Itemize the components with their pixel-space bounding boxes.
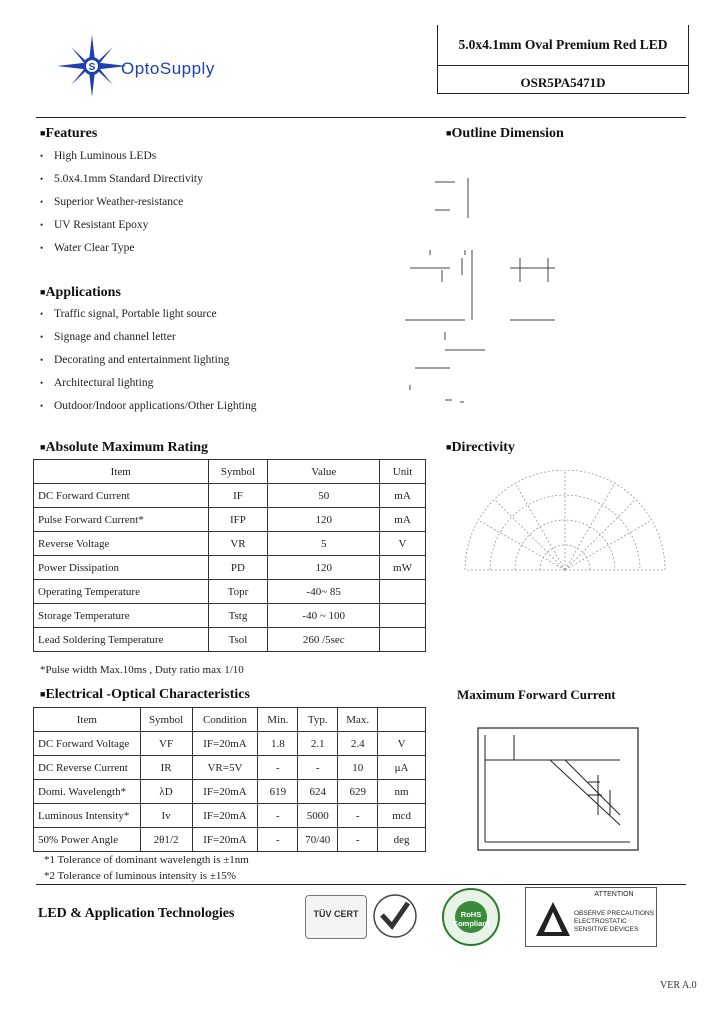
esd-attention-badge	[525, 887, 657, 947]
cell-item: Domi. Wavelength*	[34, 780, 141, 804]
table-row	[34, 628, 426, 652]
cell-typ: 5000	[298, 804, 338, 828]
cell-symbol: Iv	[140, 804, 192, 828]
mfc-heading: Maximum Forward Current	[457, 687, 616, 702]
cell-symbol: Tstg	[208, 604, 268, 628]
rohs-text: RoHS Compliant	[452, 910, 490, 928]
cell-condition: IF=20mA	[192, 804, 258, 828]
cell-typ: -	[298, 756, 338, 780]
amr-heading: ■Absolute Maximum Rating	[40, 440, 208, 455]
attention-line: ELECTROSTATIC	[574, 918, 627, 925]
cell-value: 120	[268, 508, 380, 532]
cell-max: 2.4	[338, 732, 378, 756]
mfc-chart	[470, 720, 645, 855]
cell-symbol: Topr	[208, 580, 268, 604]
cell-min: -	[258, 756, 298, 780]
eoc-note-1: *1 Tolerance of dominant wavelength is ±1nm	[44, 854, 249, 866]
directivity-chart	[455, 470, 675, 580]
cell-max: -	[338, 828, 378, 852]
cell-item: Lead Soldering Temperature	[34, 628, 209, 652]
tuv-cert-badge	[305, 895, 367, 939]
cell-unit: μA	[378, 756, 426, 780]
column-header: Symbol	[208, 460, 268, 484]
eoc-table	[33, 707, 426, 852]
cell-typ: 70/40	[298, 828, 338, 852]
cell-symbol: IF	[208, 484, 268, 508]
logo	[55, 35, 285, 95]
cell-item: DC Forward Voltage	[34, 732, 141, 756]
cell-min: 619	[258, 780, 298, 804]
table-row	[34, 532, 426, 556]
svg-text:S: S	[88, 62, 96, 73]
list-item: • Outdoor/Indoor applications/Other Lighting	[40, 400, 257, 412]
title-divider	[438, 65, 688, 66]
cell-max: 629	[338, 780, 378, 804]
company-name: LED & Application Technologies	[38, 906, 235, 921]
cell-min: -	[258, 804, 298, 828]
cell-symbol: VR	[208, 532, 268, 556]
cell-condition: VR=5V	[192, 756, 258, 780]
cell-condition: IF=20mA	[192, 828, 258, 852]
cell-typ: 2.1	[298, 732, 338, 756]
list-item: • High Luminous LEDs	[40, 150, 157, 162]
table-header-row	[34, 708, 426, 732]
column-header: Max.	[338, 708, 378, 732]
cell-item: 50% Power Angle	[34, 828, 141, 852]
list-item: • Architectural lighting	[40, 377, 154, 389]
cell-symbol: Tsol	[208, 628, 268, 652]
product-title: 5.0x4.1mm Oval Premium Red LED	[458, 37, 668, 52]
column-header: Item	[34, 708, 141, 732]
outline-drawing	[400, 170, 570, 410]
eoc-heading: ■Electrical -Optical Characteristics	[40, 687, 250, 702]
list-item: • Decorating and entertainment lighting	[40, 354, 230, 366]
column-header: Condition	[192, 708, 258, 732]
cell-item: Storage Temperature	[34, 604, 209, 628]
tuv-cert-text: TÜV CERT	[313, 909, 359, 919]
attention-line: SENSITIVE DEVICES	[574, 926, 639, 933]
cell-unit: nm	[378, 780, 426, 804]
cell-item: Luminous Intensity*	[34, 804, 141, 828]
cell-unit: mcd	[378, 804, 426, 828]
table-row	[34, 604, 426, 628]
cell-condition: IF=20mA	[192, 780, 258, 804]
table-row	[34, 580, 426, 604]
cell-value: 50	[268, 484, 380, 508]
attention-title: ATTENTION	[594, 891, 634, 898]
checkmark-icon	[370, 893, 420, 939]
cell-unit: V	[378, 732, 426, 756]
cell-value: 120	[268, 556, 380, 580]
cell-unit	[380, 580, 426, 604]
directivity-heading: ■Directivity	[446, 440, 515, 455]
outline-heading: ■Outline Dimension	[446, 126, 564, 141]
column-header: Value	[268, 460, 380, 484]
header-rule	[36, 117, 686, 118]
cell-item: Pulse Forward Current*	[34, 508, 209, 532]
cell-max: -	[338, 804, 378, 828]
rohs-badge	[435, 887, 507, 947]
list-item: • Traffic signal, Portable light source	[40, 308, 217, 320]
logo-star-icon	[57, 35, 127, 97]
list-item: • Signage and channel letter	[40, 331, 176, 343]
list-item: • UV Resistant Epoxy	[40, 219, 149, 231]
checkmark-badge	[370, 893, 420, 939]
cell-min: -	[258, 828, 298, 852]
cell-symbol: 2θ1/2	[140, 828, 192, 852]
cell-unit: V	[380, 532, 426, 556]
amr-note: *Pulse width Max.10ms , Duty ratio max 1/10	[40, 664, 244, 676]
cell-unit: mW	[380, 556, 426, 580]
column-header: Unit	[380, 460, 426, 484]
column-header: Typ.	[298, 708, 338, 732]
applications-heading: ■Applications	[40, 285, 121, 300]
cell-value: 5	[268, 532, 380, 556]
cell-unit	[380, 604, 426, 628]
cell-item: Reverse Voltage	[34, 532, 209, 556]
table-row	[34, 508, 426, 532]
cell-symbol: VF	[140, 732, 192, 756]
features-heading: ■Features	[40, 126, 98, 141]
cell-value: -40 ~ 100	[268, 604, 380, 628]
cell-symbol: IR	[140, 756, 192, 780]
attention-line: OBSERVE PRECAUTIONS	[574, 910, 655, 917]
cell-unit: deg	[378, 828, 426, 852]
column-header: Symbol	[140, 708, 192, 732]
table-row	[34, 756, 426, 780]
esd-warning-icon	[534, 900, 572, 940]
list-item: • Water Clear Type	[40, 242, 135, 254]
table-row	[34, 780, 426, 804]
cell-item: Power Dissipation	[34, 556, 209, 580]
table-row	[34, 556, 426, 580]
cell-condition: IF=20mA	[192, 732, 258, 756]
cell-item: DC Reverse Current	[34, 756, 141, 780]
part-number: OSR5PA5471D	[520, 75, 606, 90]
cell-value: 260 /5sec	[268, 628, 380, 652]
title-box	[437, 25, 689, 94]
cell-unit	[380, 628, 426, 652]
cell-max: 10	[338, 756, 378, 780]
table-row	[34, 484, 426, 508]
cell-symbol: IFP	[208, 508, 268, 532]
cell-unit: mA	[380, 508, 426, 532]
column-header	[378, 708, 426, 732]
cell-typ: 624	[298, 780, 338, 804]
table-header-row	[34, 460, 426, 484]
list-item: • Superior Weather-resistance	[40, 196, 184, 208]
cell-value: -40~ 85	[268, 580, 380, 604]
footer-rule	[36, 884, 686, 885]
version-label: VER A.0	[660, 980, 697, 991]
cell-item: DC Forward Current	[34, 484, 209, 508]
cell-symbol: PD	[208, 556, 268, 580]
cell-symbol: λD	[140, 780, 192, 804]
amr-table	[33, 459, 426, 652]
eoc-note-2: *2 Tolerance of luminous intensity is ±15%	[44, 870, 237, 882]
column-header: Min.	[258, 708, 298, 732]
brand-name: OptoSupply	[121, 59, 215, 78]
table-row	[34, 828, 426, 852]
list-item: • 5.0x4.1mm Standard Directivity	[40, 173, 203, 185]
cell-unit: mA	[380, 484, 426, 508]
table-row	[34, 804, 426, 828]
table-row	[34, 732, 426, 756]
cell-item: Operating Temperature	[34, 580, 209, 604]
cell-min: 1.8	[258, 732, 298, 756]
column-header: Item	[34, 460, 209, 484]
